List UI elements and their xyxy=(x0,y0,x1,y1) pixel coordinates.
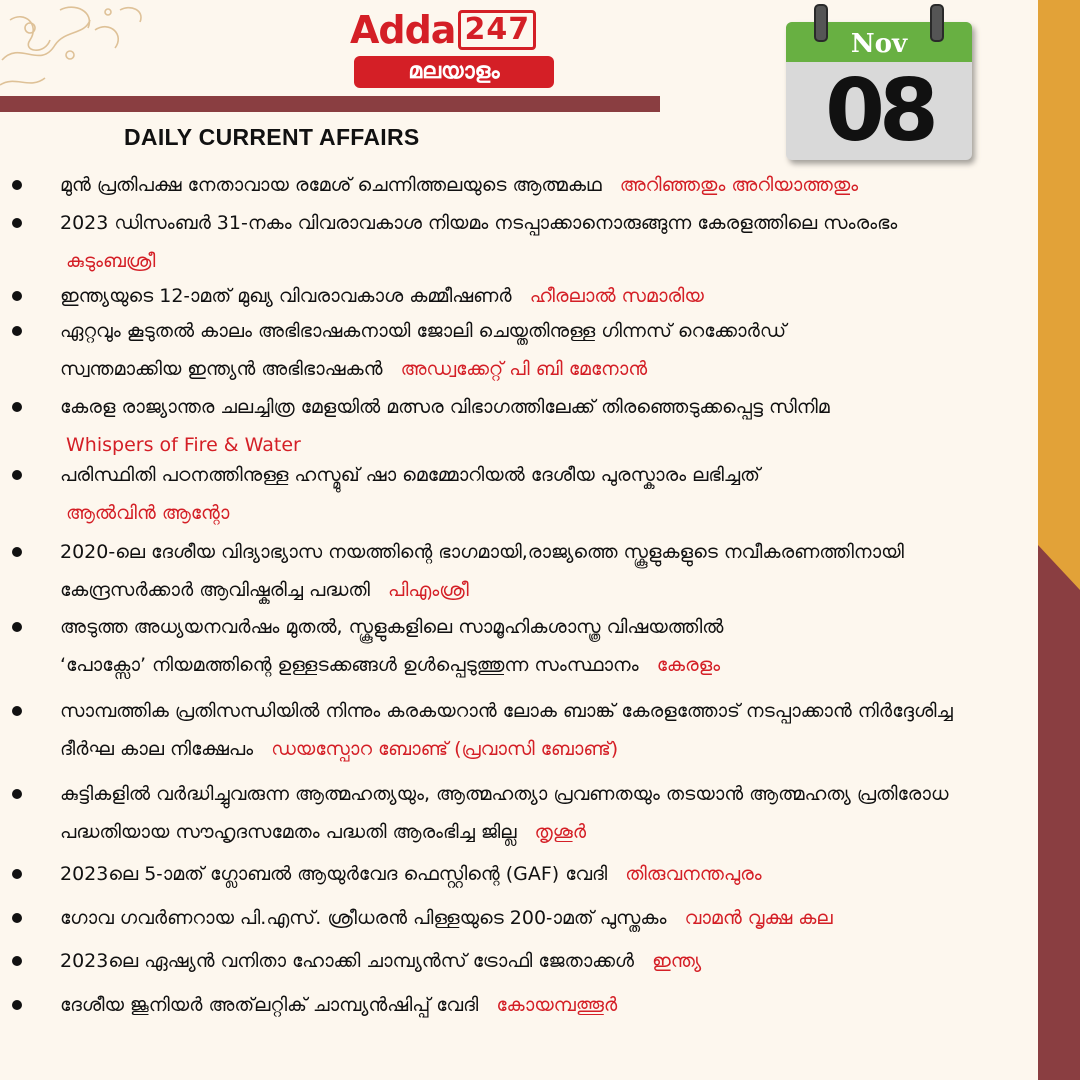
bullet-icon xyxy=(12,180,22,190)
item-question: 2023ലെ ഏഷ്യൻ വനിതാ ഹോക്കി ചാമ്പ്യൻസ് ട്രോഫി ജേതാക്കൾ xyxy=(60,950,634,972)
item-line xyxy=(60,781,949,807)
bullet-icon xyxy=(12,326,22,336)
item-answer: പിഎംശ്രീ xyxy=(388,579,469,601)
item-line xyxy=(60,283,704,309)
item-answer: തിരുവനന്തപുരം xyxy=(625,863,762,885)
item-question: 2023 ഡിസംബർ 31-നകം വിവരാവകാശ നിയമം നടപ്പാക്കാനൊരുങ്ങുന്ന കേരളത്തിലെ സംരംഭം xyxy=(60,212,898,234)
item-answer: ഇന്ത്യ xyxy=(652,950,702,972)
item-answer: കോയമ്പത്തൂർ xyxy=(496,994,618,1016)
bullet-icon xyxy=(12,956,22,966)
item-answer: ഹീരലാൽ സമാരിയ xyxy=(529,285,704,307)
item-line xyxy=(60,394,830,420)
logo-language-badge: മലയാളം xyxy=(354,56,554,88)
item-answer: അഡ്വക്കേറ്റ് പി ബി മേനോൻ xyxy=(400,358,648,380)
item-line xyxy=(60,577,469,603)
bullet-icon xyxy=(12,789,22,799)
item-answer: വാമൻ വൃക്ഷ കല xyxy=(684,907,833,929)
item-question: പരിസ്ഥിതി പഠനത്തിനുള്ള ഹസ്മുഖ് ഷാ മെമ്മോറിയൽ ദേശീയ പുരസ്കാരം ലഭിച്ചത് xyxy=(60,464,761,486)
item-question: ഇന്ത്യയുടെ 12-ാമത് മുഖ്യ വിവരാവകാശ കമ്മീഷണർ xyxy=(60,285,512,307)
item-question: അടുത്ത അധ്യയനവർഷം മുതൽ, സ്കൂളുകളിലെ സാമൂഹികശാസ്ത്ര വിഷയത്തിൽ xyxy=(60,616,724,638)
bullet-icon xyxy=(12,869,22,879)
item-question: പദ്ധതിയായ സൗഹൃദസമേതം പദ്ധതി ആരംഭിച്ച ജില്ല xyxy=(60,821,517,843)
item-answer: ഡയസ്പോറ ബോണ്ട് (പ്രവാസി ബോണ്ട്) xyxy=(271,738,619,760)
item-line xyxy=(60,172,858,198)
item-answer: ആൽവിൻ ആന്റോ xyxy=(66,502,230,524)
page-title: DAILY CURRENT AFFAIRS xyxy=(124,124,420,150)
bullet-icon xyxy=(12,706,22,716)
bullet-icon xyxy=(12,913,22,923)
item-question: കേരള രാജ്യാന്തര ചലച്ചിത്ര മേളയിൽ മത്സര വിഭാഗത്തിലേക്ക് തിരഞ്ഞെടുക്കപ്പെട്ട സിനിമ xyxy=(60,396,830,418)
item-answer: അറിഞ്ഞതും അറിയാത്തതും xyxy=(619,174,859,196)
calendar-month: Nov xyxy=(786,22,972,62)
item-line xyxy=(60,356,647,382)
bullet-icon xyxy=(12,402,22,412)
side-stripe-maroon xyxy=(1038,0,1080,1080)
item-line xyxy=(60,992,617,1018)
item-line xyxy=(66,432,301,458)
item-line xyxy=(60,819,586,845)
item-line xyxy=(60,652,720,678)
item-line xyxy=(60,210,897,236)
item-answer: തൃശൂർ xyxy=(534,821,587,843)
item-answer: കേരളം xyxy=(656,654,721,676)
bullet-icon xyxy=(12,470,22,480)
item-answer: Whispers of Fire & Water xyxy=(66,434,301,456)
bullet-icon xyxy=(12,1000,22,1010)
item-question: ദീർഘ കാല നിക്ഷേപം xyxy=(60,738,254,760)
bullet-icon xyxy=(12,218,22,228)
item-question: ദേശീയ ജൂനിയർ അത്‌ലറ്റിക് ചാമ്പ്യൻഷിപ്പ് വേദി xyxy=(60,994,479,1016)
item-question: ഏറ്റവും കൂടുതൽ കാലം അഭിഭാഷകനായി ജോലി ചെയ്തതിനുള്ള ഗിന്നസ് റെക്കോർഡ് xyxy=(60,320,787,342)
item-line xyxy=(60,614,723,640)
logo-word: Adda xyxy=(350,8,456,52)
item-question: മുൻ പ്രതിപക്ഷ നേതാവായ രമേശ് ചെന്നിത്തലയുടെ ആത്മകഥ xyxy=(60,174,602,196)
bullet-icon xyxy=(12,291,22,301)
item-line xyxy=(60,462,760,488)
item-question: കേന്ദ്രസർക്കാർ ആവിഷ്കരിച്ച പദ്ധതി xyxy=(60,579,370,601)
logo-number: 247 xyxy=(458,10,536,50)
item-line xyxy=(60,318,786,344)
item-line xyxy=(60,736,618,762)
calendar-day: 08 xyxy=(825,61,933,161)
item-line xyxy=(60,948,701,974)
item-question: 2020-ലെ ദേശീയ വിദ്യാഭ്യാസ നയത്തിന്റെ ഭാഗമായി,രാജ്യത്തെ സ്കൂളുകളുടെ നവീകരണത്തിനായി xyxy=(60,541,904,563)
item-line xyxy=(66,248,155,274)
bullet-icon xyxy=(12,622,22,632)
item-question: 2023ലെ 5-ാമത് ഗ്ലോബൽ ആയുർവേദ ഫെസ്റ്റിന്റെ (GAF) വേദി xyxy=(60,863,608,885)
item-question: ഗോവ ഗവർണറായ പി.എസ്. ശ്രീധരൻ പിള്ളയുടെ 200-ാമത് പുസ്തകം xyxy=(60,907,667,929)
item-question: കുട്ടികളിൽ വർദ്ധിച്ചുവരുന്ന ആത്മഹത്യയും, ആത്മഹത്യാ പ്രവണതയും തടയാൻ ആത്മഹത്യ പ്രതിരോധ xyxy=(60,783,949,805)
item-question: സ്വന്തമാക്കിയ ഇന്ത്യൻ അഭിഭാഷകൻ xyxy=(60,358,383,380)
item-line xyxy=(60,698,953,724)
item-line xyxy=(60,539,904,565)
item-line xyxy=(60,861,762,887)
item-answer: കുടുംബശ്രീ xyxy=(66,250,156,272)
item-line xyxy=(60,905,833,931)
item-question: ‘പോക്സോ’ നിയമത്തിന്റെ ഉള്ളടക്കങ്ങൾ ഉൾപ്പെടുത്തുന്ന സംസ്ഥാനം xyxy=(60,654,639,676)
bullet-icon xyxy=(12,547,22,557)
item-line xyxy=(66,500,229,526)
item-question: സാമ്പത്തിക പ്രതിസന്ധിയിൽ നിന്നും കരകയറാൻ ലോക ബാങ്ക് കേരളത്തോട് നടപ്പാക്കാൻ നിർദ്ദേശിച്ച xyxy=(60,700,953,722)
